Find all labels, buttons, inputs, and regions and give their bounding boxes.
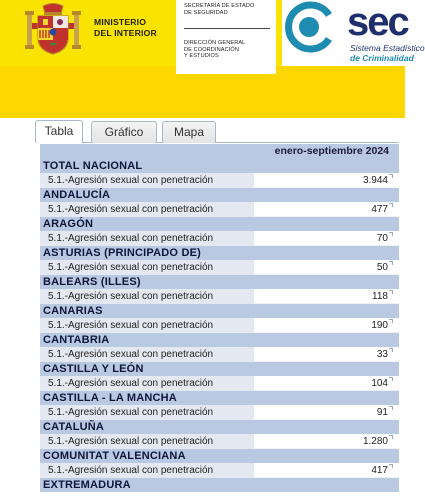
indicator-cell (40, 202, 254, 217)
table-row (40, 260, 405, 275)
indicator-label: 5.1.-Agresión sexual con penetración (48, 232, 214, 244)
region-name: TOTAL NACIONAL (43, 159, 143, 172)
table-row (40, 405, 405, 420)
indicator-cell (40, 289, 254, 304)
value-text: 118 (372, 290, 388, 302)
value-text: 104 (371, 377, 388, 389)
region-name: CATALUÑA (43, 420, 105, 433)
value-text: 477 (371, 203, 388, 215)
cell-note-icon (389, 232, 393, 236)
tab-grafico[interactable]: Gráfico (91, 121, 157, 143)
region-row (40, 420, 405, 435)
indicator-cell (40, 173, 254, 188)
region-name: ANDALUCÍA (43, 188, 111, 201)
content-panel (28, 118, 405, 497)
data-table (40, 144, 405, 492)
indicator-label: 5.1.-Agresión sexual con penetración (48, 290, 214, 302)
secretariat-divider (184, 28, 270, 29)
table-row (40, 173, 405, 188)
cell-note-icon (389, 464, 393, 468)
region-name: CANARIAS (43, 304, 103, 317)
sec-logo-subtitle-1: Sistema Estadístico (350, 43, 425, 53)
indicator-cell (40, 347, 254, 362)
table-row (40, 434, 405, 449)
cell-note-icon (389, 174, 393, 178)
region-name: EXTREMADURA (43, 478, 131, 491)
indicator-label: 5.1.-Agresión sexual con penetración (48, 203, 214, 215)
table-row (40, 318, 405, 333)
indicator-label: 5.1.-Agresión sexual con penetración (48, 435, 214, 447)
tab-tabla[interactable]: Tabla (35, 120, 83, 143)
ministry-line-2: DEL INTERIOR (94, 27, 157, 38)
region-row (40, 362, 405, 377)
value-cell[interactable] (254, 289, 405, 304)
cell-note-icon (389, 290, 393, 294)
tab-mapa[interactable]: Mapa (162, 121, 216, 143)
indicator-cell (40, 434, 254, 449)
sec-logo-subtitle-2: de Criminalidad (350, 53, 414, 63)
indicator-label: 5.1.-Agresión sexual con penetración (48, 319, 214, 331)
ministry-name (94, 17, 157, 38)
coat-of-arms-icon (24, 3, 82, 59)
table-row (40, 289, 405, 304)
value-text: 1.280 (362, 435, 388, 447)
cell-note-icon (389, 261, 393, 265)
value-cell[interactable] (254, 260, 405, 275)
indicator-label: 5.1.-Agresión sexual con penetración (48, 406, 214, 418)
indicator-label: 5.1.-Agresión sexual con penetración (48, 174, 214, 186)
site-banner (0, 0, 425, 118)
region-row (40, 159, 405, 174)
region-row (40, 449, 405, 464)
value-text: 33 (376, 348, 388, 360)
value-text: 50 (376, 261, 388, 273)
table-row (40, 231, 405, 246)
region-row (40, 391, 405, 406)
region-name: ASTURIAS (PRINCIPADO DE) (43, 246, 201, 259)
table-row (40, 202, 405, 217)
table-row (40, 347, 405, 362)
cell-note-icon (389, 203, 393, 207)
indicator-cell (40, 463, 254, 478)
region-name: BALEARS (ILLES) (43, 275, 141, 288)
value-cell[interactable] (254, 231, 405, 246)
indicator-label: 5.1.-Agresión sexual con penetración (48, 348, 214, 360)
secretariat-line-2: DE SEGURIDAD (184, 9, 228, 16)
indicator-cell (40, 318, 254, 333)
region-name: CANTABRIA (43, 333, 110, 346)
table-header (40, 144, 405, 159)
value-text: 3.944 (362, 174, 388, 186)
sec-logo-wordmark: sec (347, 0, 408, 44)
indicator-cell (40, 231, 254, 246)
table-row (40, 376, 405, 391)
view-tabs (28, 118, 405, 144)
cell-note-icon (389, 406, 393, 410)
table-row (40, 463, 405, 478)
sec-logo-icon (283, 1, 335, 53)
value-cell[interactable] (254, 405, 405, 420)
indicator-label: 5.1.-Agresión sexual con penetración (48, 377, 214, 389)
cell-note-icon (389, 348, 393, 352)
value-cell[interactable] (254, 202, 405, 217)
region-row (40, 275, 405, 290)
period-header: enero-septiembre 2024 (274, 145, 389, 157)
value-cell[interactable] (254, 463, 405, 478)
value-cell[interactable] (254, 376, 405, 391)
directorate-line-2: DE COORDINACIÓN (184, 46, 239, 53)
cell-note-icon (389, 435, 393, 439)
cell-note-icon (389, 377, 393, 381)
indicator-cell (40, 405, 254, 420)
region-name: COMUNITAT VALENCIANA (43, 449, 186, 462)
value-cell[interactable] (254, 347, 405, 362)
value-text: 70 (376, 232, 388, 244)
indicator-cell (40, 260, 254, 275)
region-row (40, 246, 405, 261)
indicator-label: 5.1.-Agresión sexual con penetración (48, 261, 214, 273)
region-name: CASTILLA - LA MANCHA (43, 391, 177, 404)
value-text: 417 (371, 464, 388, 476)
region-row (40, 304, 405, 319)
indicator-label: 5.1.-Agresión sexual con penetración (48, 464, 214, 476)
value-cell[interactable] (254, 173, 405, 188)
region-row (40, 188, 405, 203)
secretariat-name (184, 3, 254, 16)
directorate-name (184, 40, 245, 60)
region-name: ARAGÓN (43, 217, 94, 230)
region-row (40, 333, 405, 348)
indicator-cell (40, 376, 254, 391)
value-cell[interactable] (254, 434, 405, 449)
value-text: 190 (371, 319, 388, 331)
cell-note-icon (389, 319, 393, 323)
directorate-line-1: DIRECCIÓN GENERAL (184, 40, 246, 46)
secretariat-line-1: SECRETARÍA DE ESTADO (184, 3, 255, 9)
region-name: CASTILLA Y LEÓN (43, 362, 144, 375)
value-text: 91 (376, 406, 388, 418)
region-row (40, 217, 405, 232)
directorate-line-3: Y ESTUDIOS (184, 53, 219, 60)
page-scrollbar[interactable] (399, 130, 405, 497)
ministry-line-1: MINISTERIO (94, 17, 147, 27)
value-cell[interactable] (254, 318, 405, 333)
region-row (40, 478, 405, 493)
table-body (40, 159, 405, 493)
